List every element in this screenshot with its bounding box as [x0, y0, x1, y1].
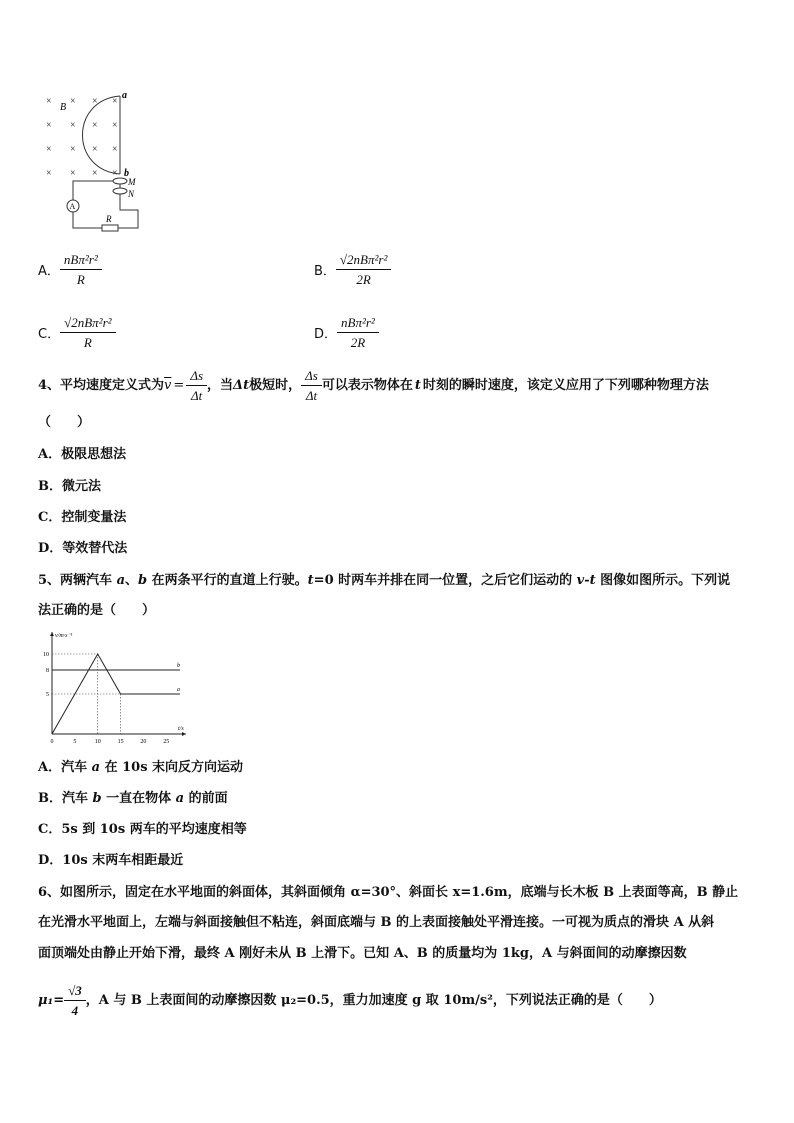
wire-right [118, 194, 138, 228]
svg-text:×: × [70, 96, 76, 107]
label-a: a [122, 90, 127, 101]
option-label: B． [314, 264, 336, 279]
q4-option-b[interactable]: B．微元法 [38, 479, 101, 494]
slip-ring-M [113, 178, 127, 184]
x-tick-label: 5 [73, 739, 77, 745]
q6-line4: μ₁= $\frac{√3}{4}$ ，A 与 B 上表面间的动摩擦因数 μ₂=0.5，重力加速度 g 取 10m/s²，下列说法正确的是（ ） [38, 983, 662, 1018]
q4-fraction-1: $\frac{\Delta s}{\Delta t}$ [186, 368, 207, 403]
y-tick-label: 10 [43, 652, 49, 658]
svg-text:×: × [46, 168, 52, 179]
x-tick-label: 15 [117, 739, 124, 745]
q5-option-b[interactable]: B．汽车 b 一直在物体 a 的前面 [38, 791, 228, 806]
q5-option-d[interactable]: D．10s 末两车相距最近 [38, 853, 184, 868]
resistor [102, 225, 118, 231]
wire-left [73, 181, 113, 200]
vt-chart [38, 630, 198, 748]
svg-text:×: × [112, 168, 118, 179]
q5-stem-line1: 5、两辆汽车 a、b 在两条平行的直道上行驶。t=0 时两车并排在同一位置，之后它们运动的 v-t 图像如图所示。下列说 [38, 573, 731, 588]
wire-bottom [73, 212, 102, 228]
q4-option-c[interactable]: C．控制变量法 [38, 510, 127, 525]
label-N: N [128, 189, 135, 199]
x-axis-arrow [182, 732, 186, 736]
svg-text:×: × [46, 144, 52, 155]
svg-text:×: × [92, 144, 98, 155]
q3-option-c[interactable] [38, 315, 116, 350]
option-fraction: $\frac{\text{nBπ²r²}}{2R}$ [337, 315, 379, 350]
y-tick-label: 8 [46, 668, 49, 674]
svg-text:×: × [112, 120, 118, 131]
svg-text:×: × [92, 96, 98, 107]
option-fraction: $\frac{\text{nBπ²r²}}{R}$ [60, 252, 102, 287]
q6-line1: 6、如图所示，固定在水平地面的斜面体，其斜面倾角 α=30°、斜面长 x=1.6m，底端与长木板 B 上表面等高，B 静止 [38, 885, 739, 900]
q4-stem: 4、平均速度定义式为 $\overline{v}$ = $\frac{\Delta s}{\Delta t}$ ，当 Δt 极短时， $\frac{\Delta s}{\Delta t}$ 可以表示物体在 t 时刻的瞬时速度，该定义应用了下列哪种物理方法 [38, 368, 709, 403]
label-b: b [124, 168, 129, 179]
q5-option-a[interactable]: A．汽车 a 在 10s 末向反方向运动 [38, 760, 244, 775]
y-axis-arrow [50, 632, 54, 636]
svg-text:×: × [70, 120, 76, 131]
svg-text:×: × [112, 96, 118, 107]
q4-option-a[interactable]: A．极限思想法 [38, 447, 127, 462]
q6-line3: 面顶端处由静止开始下滑，最终 A 刚好未从 B 上滑下。已知 A、B 的质量均为 1kg，A 与斜面间的动摩擦因数 [38, 946, 687, 961]
q5-stem-line2: 法正确的是（ ） [38, 603, 156, 618]
x-tick-label: 25 [163, 739, 170, 745]
option-fraction: $\frac{\text{√2nBπ²r²}}{R}$ [60, 315, 115, 350]
svg-text:×: × [70, 168, 76, 179]
q3-option-a[interactable] [38, 252, 102, 287]
svg-text:×: × [112, 144, 118, 155]
x-tick-label: 10 [94, 739, 101, 745]
x-tick-label: 20 [140, 739, 147, 745]
series-label-b: b [177, 663, 180, 669]
svg-text:×: × [92, 120, 98, 131]
option-label: C． [38, 327, 61, 342]
label-B: B [60, 102, 67, 113]
slip-ring-N [113, 188, 127, 194]
y-axis-label: v/m·s⁻¹ [55, 633, 73, 639]
circuit-figure [40, 88, 160, 238]
series-label-a: a [177, 687, 180, 693]
x-axis-label: t/s [178, 726, 184, 732]
label-A: A [69, 202, 76, 211]
q4-paren: （ ） [38, 415, 91, 430]
option-label: D． [314, 327, 338, 342]
option-fraction: $\frac{\text{√2nBπ²r²}}{2R}$ [336, 252, 391, 287]
magnetic-field-crosses [46, 96, 118, 179]
q3-option-d[interactable] [314, 315, 379, 350]
label-R: R [106, 214, 112, 224]
label-M: M [128, 177, 136, 187]
x-tick-label: 0 [50, 739, 54, 745]
q5-option-c[interactable]: C．5s 到 10s 两车的平均速度相等 [38, 822, 247, 837]
svg-text:×: × [92, 168, 98, 179]
q4-fraction-2: $\frac{\Delta s}{\Delta t}$ [301, 368, 322, 403]
q6-line2: 在光滑水平地面上，左端与斜面接触但不粘连，斜面底端与 B 的上表面接触处平滑连接。一可视为质点的滑块 A 从斜 [38, 915, 715, 930]
q4-option-d[interactable]: D．等效替代法 [38, 541, 128, 556]
mu1-fraction: $\frac{√3}{4}$ [64, 983, 86, 1018]
semicircle-wire [83, 96, 121, 174]
q3-option-b[interactable] [314, 252, 391, 287]
svg-text:×: × [46, 120, 52, 131]
option-label: A． [38, 264, 60, 279]
svg-text:×: × [70, 144, 76, 155]
y-tick-label: 5 [46, 692, 49, 698]
svg-text:×: × [46, 96, 52, 107]
